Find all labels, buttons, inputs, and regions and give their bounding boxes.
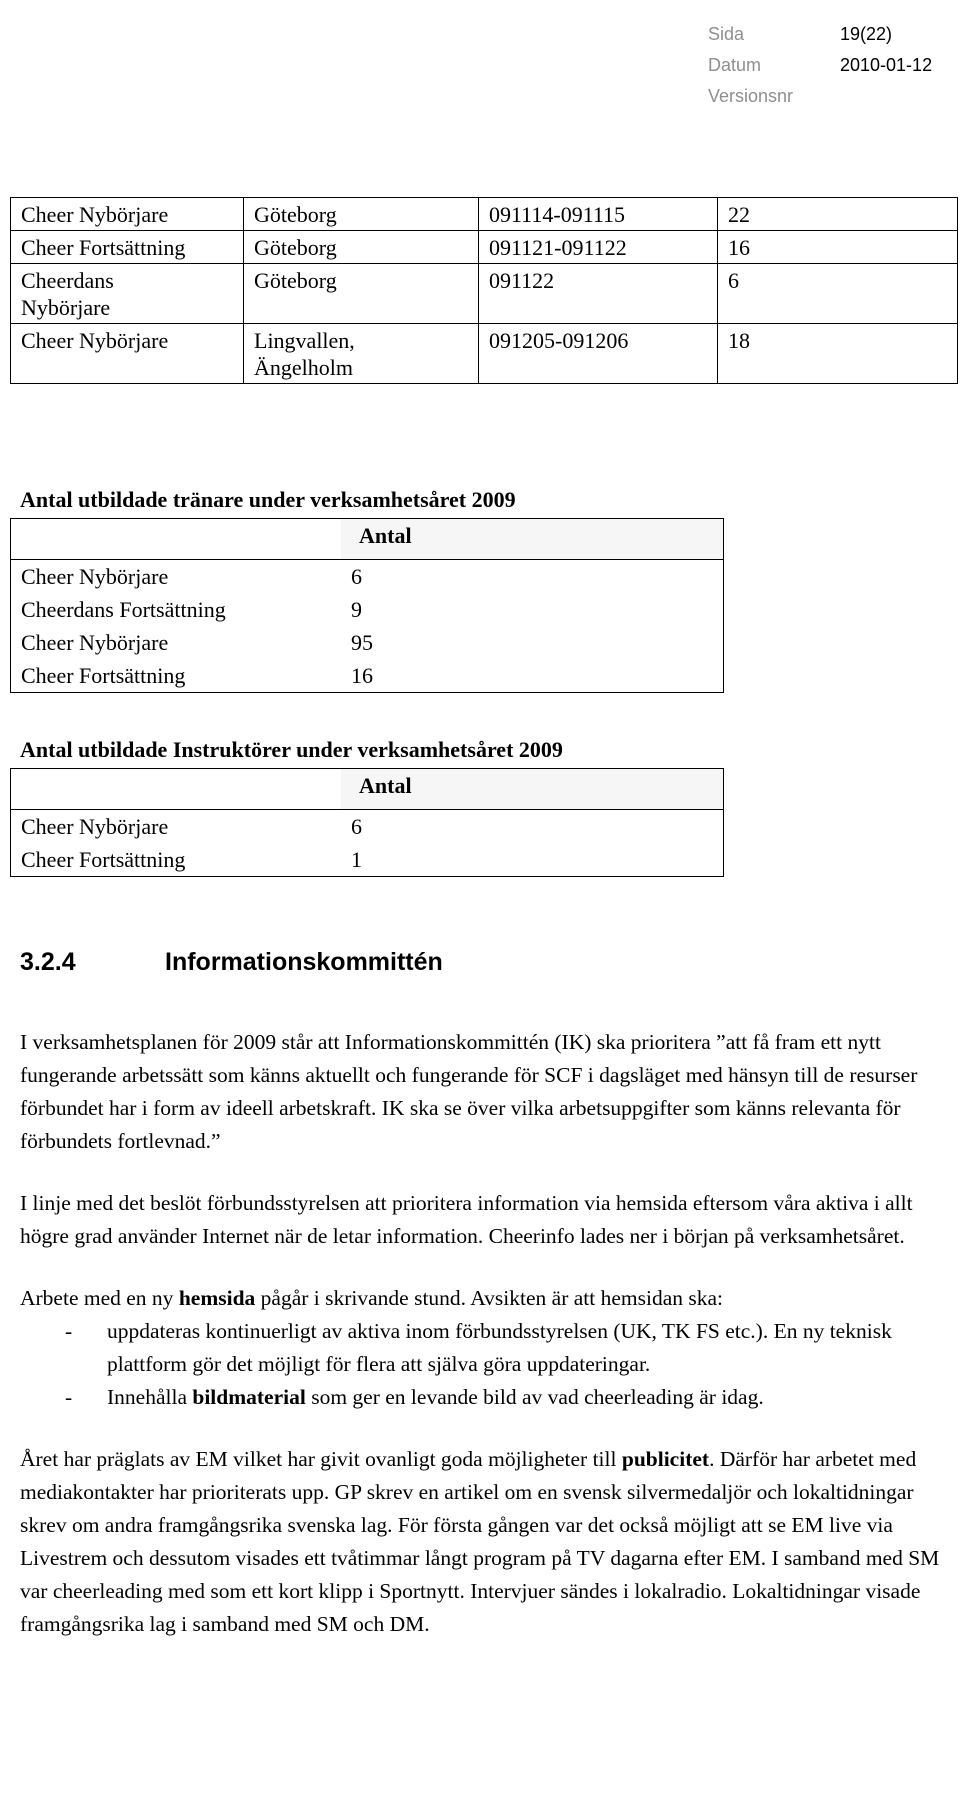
table-row (11, 593, 724, 626)
text-run: Arbete med en ny (20, 1286, 179, 1310)
label-cell: Cheer Nybörjare (21, 630, 169, 655)
table-header-row (11, 769, 724, 810)
header-row-page (708, 24, 958, 55)
label-cell: Cheer Nybörjare (21, 564, 169, 589)
header-row-version (708, 86, 958, 117)
instructors-table (10, 768, 724, 877)
version-label: Versionsnr (708, 86, 794, 106)
empty-header-cell (11, 769, 342, 810)
count-cell: 6 (728, 268, 739, 293)
bold-term-bildmaterial: bildmaterial (192, 1385, 306, 1409)
instructors-caption: Antal utbildade Instruktörer under verksamhetsåret 2009 (20, 737, 563, 762)
table-row (11, 231, 958, 264)
count-cell: 22 (728, 202, 750, 227)
table-header-row (11, 519, 724, 560)
training-table (10, 197, 958, 384)
column-header-antal: Antal (341, 519, 724, 560)
section-title: Informationskommittén (165, 948, 443, 976)
list-dash: - (65, 1319, 73, 1343)
table-row (11, 626, 724, 659)
dates-cell: 091114-091115 (479, 198, 718, 231)
text-run: Innehålla (107, 1385, 193, 1409)
course-cell: Cheer Nybörjare (11, 198, 244, 231)
value-cell: 6 (351, 814, 362, 839)
section-number: 3.2.4 (20, 948, 76, 976)
location-cell: Göteborg (244, 198, 479, 231)
label-cell: Cheer Fortsättning (21, 847, 186, 872)
text-run: pågår i skrivande stund. Avsikten är att hemsidan ska: (255, 1286, 724, 1310)
paragraph (20, 1282, 950, 1315)
course-cell: Cheer Nybörjare (11, 324, 244, 384)
value-cell: 9 (351, 597, 362, 622)
section-heading (20, 948, 443, 977)
course-cell: Cheerdans Nybörjare (11, 264, 244, 324)
table-row (11, 560, 724, 594)
label-cell: Cheer Nybörjare (21, 814, 169, 839)
list-dash: - (65, 1385, 73, 1409)
bold-term-publicitet: publicitet (621, 1447, 710, 1471)
table-row (11, 843, 724, 877)
location-cell: Göteborg (244, 231, 479, 264)
list-text: uppdateras kontinuerligt av aktiva inom förbundsstyrelsen (UK, TK FS etc.). En ny teknisk plattform gör det möjligt för flera att själva göra uppdateringar. (107, 1319, 892, 1376)
paragraph (20, 1443, 950, 1641)
page-label: Sida (708, 24, 745, 44)
bold-term-hemsida: hemsida (178, 1286, 256, 1310)
dates-cell: 091122 (479, 264, 718, 324)
dates-cell: 091121-091122 (479, 231, 718, 264)
value-cell: 16 (351, 663, 373, 688)
document-header (708, 24, 958, 117)
body-text (20, 1026, 950, 1670)
count-cell: 16 (728, 235, 750, 260)
count-cell: 18 (728, 328, 750, 353)
value-cell: 95 (351, 630, 373, 655)
paragraph: I verksamhetsplanen för 2009 står att Informationskommittén (IK) ska prioritera ”att få fram ett nytt fungerande arbetssätt som känns aktuellt och fungerande för SCF i dagsläget med hänsyn till de resurser förbundet har i form av ideell arbetskraft. IK ska se över vilka arbetsuppgifter som känns relevanta för förbundets fortlevnad.” (20, 1030, 918, 1153)
label-cell: Cheerdans Fortsättning (21, 597, 226, 622)
table-row (11, 659, 724, 693)
text-run: som ger en levande bild av vad cheerleading är idag. (305, 1385, 764, 1409)
value-cell: 1 (351, 847, 362, 872)
value-cell: 6 (351, 564, 362, 589)
table-row (11, 810, 724, 844)
coaches-table (10, 518, 724, 693)
table-row (11, 264, 958, 324)
table-row (11, 324, 958, 384)
table-row (11, 198, 958, 231)
coaches-caption: Antal utbildade tränare under verksamhetsåret 2009 (20, 487, 516, 512)
list-item (20, 1315, 950, 1381)
location-cell: Göteborg (244, 264, 479, 324)
paragraph: I linje med det beslöt förbundsstyrelsen att prioritera information via hemsida eftersom våra aktiva i allt högre grad använder Internet när de letar information. Cheerinfo lades ner i början på verksamhetsåret. (20, 1191, 913, 1248)
page-value: 19(22) (840, 24, 893, 44)
dates-cell: 091205-091206 (479, 324, 718, 384)
text-run: Året har präglats av EM vilket har givit ovanligt goda möjligheter till (20, 1447, 622, 1471)
date-value: 2010-01-12 (840, 55, 933, 75)
date-label: Datum (708, 55, 762, 75)
location-cell: Lingvallen, Ängelholm (244, 324, 479, 384)
label-cell: Cheer Fortsättning (21, 663, 186, 688)
text-run: . Därför har arbetet med mediakontakter har prioriterats upp. GP skrev en artikel om en svensk silvermedaljör och lokaltidningar skrev om andra framgångsrika svenska lag. För första gången var det också möjligt att se EM live via Livestrem och dessutom visades ett tvåtimmar långt program på TV dagarna efter EM. I samband med SM var cheerleading med som ett kort klipp i Sportnytt. Intervjuer sändes i lokalradio. Lokaltidningar visade framgångsrika lag i samband med SM och DM. (20, 1447, 940, 1636)
list-text (107, 1381, 764, 1414)
column-header-antal: Antal (341, 769, 724, 810)
header-row-date (708, 55, 958, 86)
empty-header-cell (11, 519, 342, 560)
list-item (20, 1381, 950, 1414)
course-cell: Cheer Fortsättning (11, 231, 244, 264)
